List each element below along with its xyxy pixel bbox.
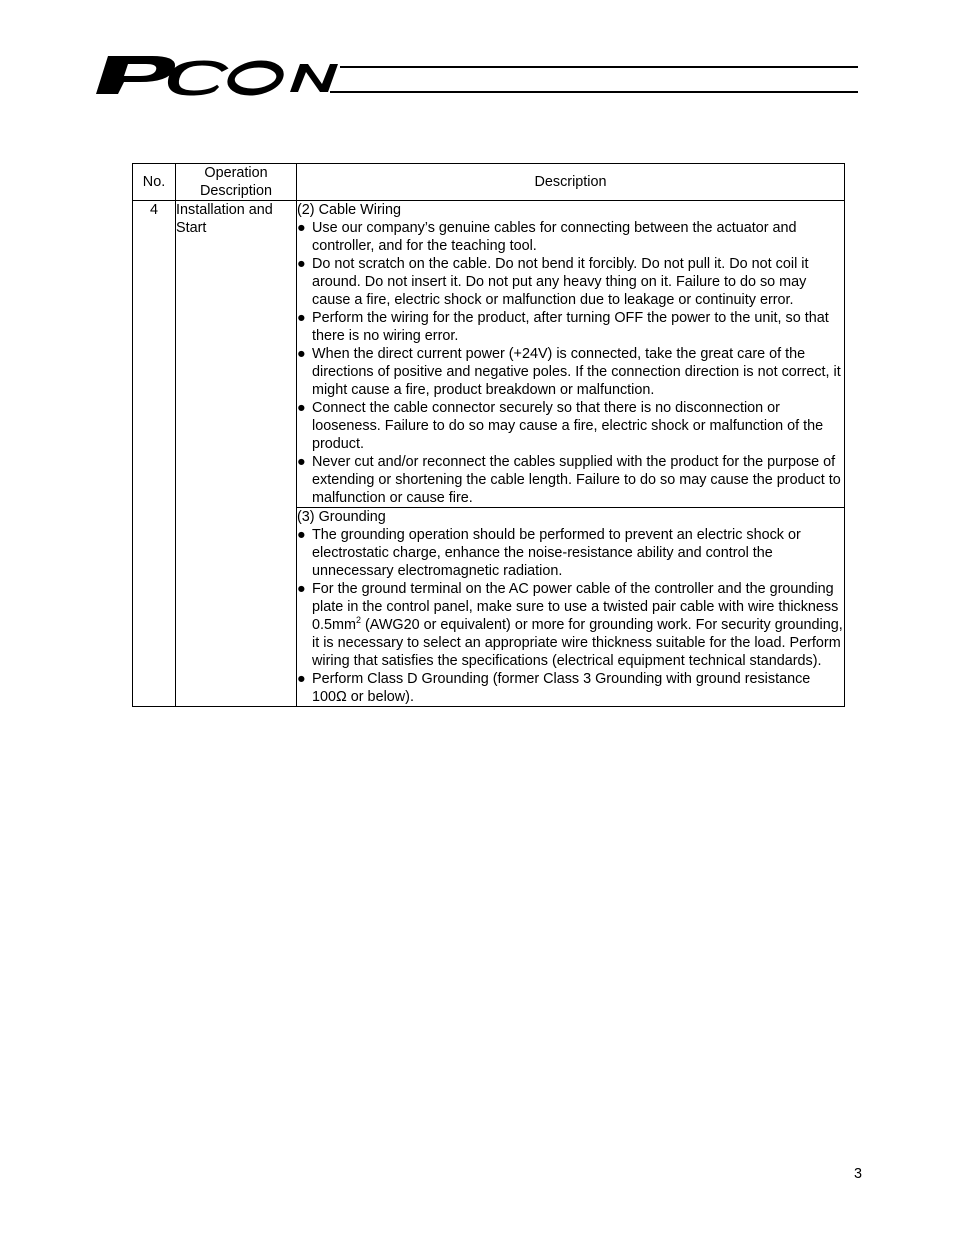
list-item: ● The grounding operation should be performed to prevent an electric shock or electrostatic charge, enhance the noise-resistance ability and control the unnecessary electromagnetic radiation. [297,527,801,579]
section-title: (2) Cable Wiring [297,202,401,218]
operations-table [132,163,845,707]
page-number: 3 [854,1166,863,1182]
bullet-list [297,219,844,507]
bullet-icon: ● [297,400,306,416]
section-grounding [297,508,845,707]
list-item: ● Never cut and/or reconnect the cables supplied with the product for the purpose of extending or shortening the cable length. Failure to do so may cause the product to malfunction or cause fire. [297,454,841,506]
bullet-icon: ● [297,581,306,597]
pcon-logo [94,52,860,100]
pcon-logo-icon [94,52,860,100]
bullet-icon: ● [297,220,306,236]
header-description: Description [297,164,845,201]
section-cable-wiring [297,201,845,508]
list-item: ● Use our company’s genuine cables for connecting between the actuator and controller, and for the teaching tool. [297,220,797,254]
row-number: 4 [133,201,176,707]
bullet-icon: ● [297,310,306,326]
table-header-row [133,164,845,201]
list-item: ● Connect the cable connector securely so that there is no disconnection or looseness. Failure to do so may cause a fire, electric shock or malfunction of the product. [297,400,824,452]
bullet-icon: ● [297,671,306,687]
row-operation: Installation and Start [176,201,297,707]
list-item: ● Do not scratch on the cable. Do not bend it forcibly. Do not pull it. Do not coil it around. Do not insert it. Do not put any heavy thing on it. Failure to do so may cause a fire, electric shock or malfunction due to leakage or continuity error. [297,256,809,308]
bullet-icon: ● [297,256,306,272]
list-item: ● For the ground terminal on the AC power cable of the controller and the grounding plate in the control panel, make sure to use a twisted pair cable with wire thickness $0.5mm^2$ (AWG20 or equivalent) or more for grounding work. For security grounding, it is necessary to select an appropriate wire thickness suitable for the load. Perform wiring that satisfies the specifications (electrical equipment technical standards). [297,581,843,669]
superscript: 2 [355,615,361,625]
bullet-icon: ● [297,454,306,470]
list-item: ● Perform Class D Grounding (former Class 3 Grounding with ground resistance 100Ω or below). [297,671,811,705]
list-item: ● Perform the wiring for the product, after turning OFF the power to the unit, so that there is no wiring error. [297,310,829,344]
table-row [133,201,845,508]
bullet-list [297,526,844,706]
section-title: (3) Grounding [297,509,386,525]
header-operation: Operation Description [176,164,297,201]
header-no: No. [133,164,176,201]
list-item: ● When the direct current power (+24V) is connected, take the great care of the directions of positive and negative poles. If the connection direction is not correct, it might cause a fire, product breakdown or malfunction. [297,346,841,398]
bullet-icon: ● [297,346,306,362]
bullet-icon: ● [297,527,306,543]
